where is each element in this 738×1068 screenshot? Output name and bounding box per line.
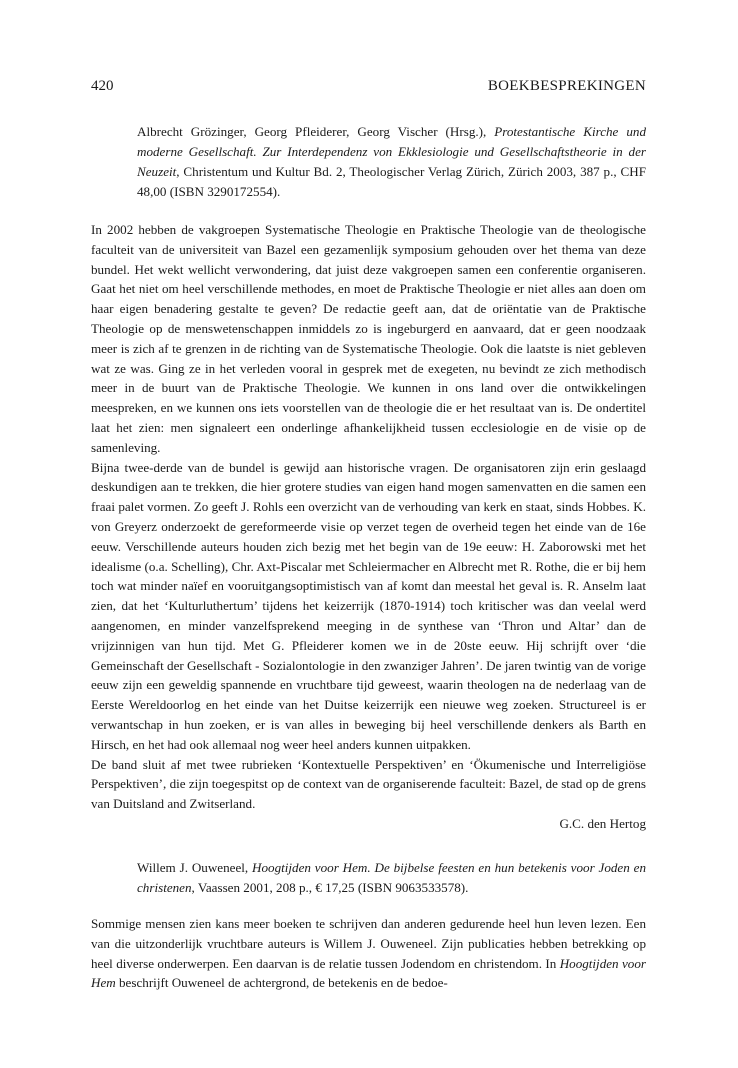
section-title: BOEKBESPREKINGEN <box>487 78 646 94</box>
review-1-body <box>91 220 646 834</box>
page-number: 420 <box>91 78 114 94</box>
review-2-citation <box>137 858 646 898</box>
review-1-paragraph-2: Bijna twee-derde van de bundel is gewijd aan historische vragen. De organisatoren zijn erin geslaagd deskundigen aan te trekken, die hier grotere studies van eigen hand mogen samenvatten en die samen een fraai palet vormen. Zo geeft J. Rohls een overzicht van de verhouding van kerk en staat, sinds Hobbes. K. von Greyerz onderzoekt de gereformeerde visie op verzet tegen de overheid tegen het einde van de 16e eeuw. Verschillende auteurs houden zich bezig met het begin van de 19e eeuw: H. Zaborowski met het idealisme (o.a. Schelling), Chr. Axt-Piscalar met Schleiermacher en Albrecht met R. Rothe, die er bij hem toch wat minder naïef en vooruitgangsoptimistisch van af komt dan meestal het geval is. R. Anselm laat zien, dat het ‘Kulturluthertum’ tijdens het keizerrijk (1870-1914) toch kritischer was dan veelal werd aangenomen, en minder vanzelfsprekend meeging in de synthese van ‘Thron und Altar’ dan de vrijzinnigen van hun tijd. Met G. Pfleiderer komen we in de 20ste eeuw. Hij schrijft over ‘die Gemeinschaft der Gesellschaft - Sozialontologie in den zwanziger Jahren’. De jaren twintig van de vorige eeuw zijn een geweldig spannende en vruchtbare tijd geweest, waarin theologen na de nederlaag van de Eerste Wereldoorlog en het einde van het Duitse keizerrijk een nieuwe weg zoeken. Structureel is er verwantschap in hun zoeken, er is van alles in beweging bij heel verschillende denkers als Barth en Hirsch, en het had ook allemaal nog weer heel anders kunnen uitpakken. <box>91 459 646 752</box>
review-1-paragraph-3: De band sluit af met twee rubrieken ‘Kontextuelle Perspektiven’ en ‘Ökumenische und Interreligiöse Perspektiven’, die zijn toegespitst op de context van de organiserende faculteit: Bazel, de stad op de grens van Duitsland and Zwitserland. <box>91 756 646 812</box>
review-1-citation <box>137 122 646 202</box>
book-title-inline: Hoogtijden voor Hem <box>91 955 646 991</box>
citation-title: Hoogtijden voor Hem. De bijbelse feesten en hun betekenis voor Joden en christenen <box>137 860 646 895</box>
citation-title: Protestantische Kirche und moderne Gesellschaft. Zur Interdependenz von Ekklesiologie und Gesellschaftstheorie in der Neuzeit <box>137 124 646 179</box>
running-header <box>91 78 646 100</box>
paragraph-start: Sommige mensen zien kans meer boeken te schrijven dan anderen gedurende heel hun leven lezen. Een van die uitzonderlijk vruchtbare auteurs is Willem J. Ouweneel. Zijn publicaties hebben betrekking op heel diverse onderwerpen. Een daarvan is de relatie tussen Jodendom en christendom. In <box>91 916 646 971</box>
review-1-paragraph-1: In 2002 hebben de vakgroepen Systematische Theologie en Praktische Theologie van de theologische faculteit van de universiteit van Bazel een gezamenlijk symposium gehouden over het thema van deze bundel. Het wekt wellicht verwondering, dat juist deze vakgroepen samen een conferentie organiseren. Gaat het niet om heel verschillende methodes, en moet de Praktische Theologie er niet alles aan doen om haar eigen benadering gestalte te geven? De redactie geeft aan, dat de oriëntatie van de Praktische Theologie op de menswetenschappen inmiddels zo is ingeburgerd en aanvaard, dat er geen noodzaak meer is zich af te grenzen in de richting van de Systematische Theologie. Ook die laatste is niet gebleven wat ze was. Ging ze in het verleden vooral in gesprek met de exegeten, nu bevindt ze zich methodisch meer in de buurt van de Praktische Theologie. We kunnen in ons land over die ontwikkelingen meespreken, en we kunnen ons iets voorstellen van de theologie die er het resultaat van is. De ondertitel laat het zien: men signaleert een onderlinge afhankelijkheid tussen ecclesiologie en de visie op de samenleving. <box>91 222 646 455</box>
review-2-body <box>91 914 646 993</box>
review-2-paragraph-1 <box>91 914 646 993</box>
reviewer-signature: G.C. den Hertog <box>559 815 646 831</box>
paragraph-end: beschrijft Ouweneel de achtergrond, de betekenis en de bedoe- <box>115 975 448 991</box>
citation-details: , Christentum und Kultur Bd. 2, Theologischer Verlag Zürich, Zürich 2003, 387 p., CHF 48,00 (ISBN 3290172554). <box>137 164 646 199</box>
citation-authors: Albrecht Grözinger, Georg Pfleiderer, Georg Vischer (Hrsg.), <box>137 124 487 139</box>
citation-authors: Willem J. Ouweneel, <box>137 860 249 875</box>
citation-details: , Vaassen 2001, 208 p., € 17,25 (ISBN 9063533578). <box>191 880 469 895</box>
